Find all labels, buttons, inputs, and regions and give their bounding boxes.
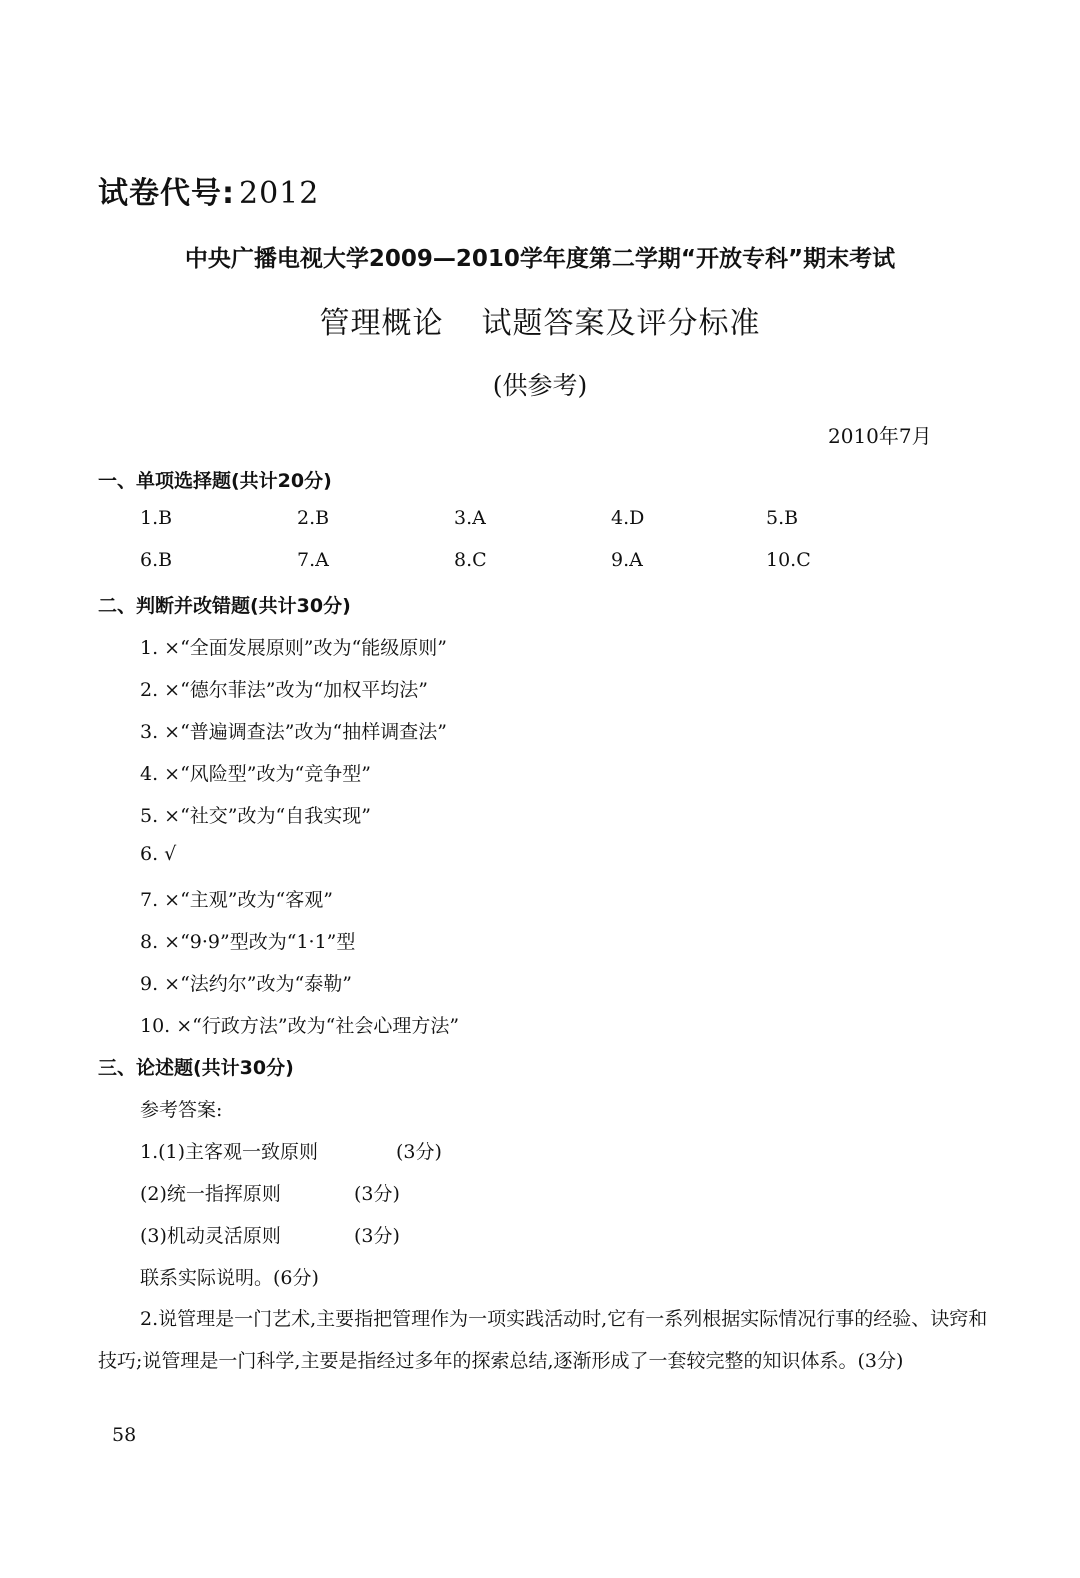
judgment-item: 10. ×“行政方法”改为“社会心理方法” bbox=[140, 1015, 460, 1037]
essay-answer-paragraph: 2.说管理是一门艺术,主要指把管理作为一项实践活动时,它有一系列根据实际情况行事的经验、诀窍和技巧;说管理是一门科学,主要是指经过多年的探索总结,逐渐形成了一套较完整的知识体系。(3分) bbox=[98, 1308, 988, 1372]
essay-point-score: (3分) bbox=[396, 1141, 442, 1163]
essay-point-text: 1.(1)主客观一致原则 bbox=[140, 1141, 319, 1163]
judgment-item: 8. ×“9·9”型改为“1·1”型 bbox=[140, 931, 356, 953]
exam-date: 2010年7月 bbox=[828, 424, 932, 448]
section-2-heading: 二、判断并改错题(共计30分) bbox=[98, 595, 351, 617]
mc-answer: 6.B bbox=[140, 549, 173, 571]
judgment-item: 4. ×“风险型”改为“竞争型” bbox=[140, 763, 371, 785]
mc-answer: 3.A bbox=[454, 507, 486, 529]
essay-practice-note: 联系实际说明。(6分) bbox=[140, 1267, 319, 1289]
reference-note: (供参考) bbox=[492, 371, 588, 400]
page-number: 58 bbox=[112, 1424, 137, 1446]
section-3-heading: 三、论述题(共计30分) bbox=[98, 1057, 294, 1079]
mc-answer: 10.C bbox=[766, 549, 811, 571]
mc-answer: 7.A bbox=[297, 549, 329, 571]
judgment-item: 5. ×“社交”改为“自我实现” bbox=[140, 805, 371, 827]
mc-answer: 8.C bbox=[454, 549, 487, 571]
paper-code bbox=[98, 168, 319, 212]
judgment-item: 2. ×“德尔菲法”改为“加权平均法” bbox=[140, 679, 428, 701]
mc-answer: 2.B bbox=[297, 507, 330, 529]
exam-title: 中央广播电视大学2009—2010学年度第二学期“开放专科”期末考试 bbox=[184, 246, 896, 272]
section-1-heading: 一、单项选择题(共计20分) bbox=[98, 470, 332, 492]
document-title bbox=[0, 298, 1080, 342]
judgment-item: 9. ×“法约尔”改为“泰勒” bbox=[140, 973, 352, 995]
mc-answer: 1.B bbox=[140, 507, 173, 529]
essay-point-text: (2)统一指挥原则 bbox=[140, 1183, 281, 1205]
judgment-item: 1. ×“全面发展原则”改为“能级原则” bbox=[140, 637, 447, 659]
essay-point-text: (3)机动灵活原则 bbox=[140, 1225, 281, 1247]
judgment-item: 6. √ bbox=[140, 843, 177, 865]
mc-answer: 4.D bbox=[611, 507, 645, 529]
judgment-item: 7. ×“主观”改为“客观” bbox=[140, 889, 333, 911]
paper-code-number: 2012 bbox=[239, 176, 320, 211]
essay-point-score: (3分) bbox=[354, 1225, 400, 1247]
subject-name: 管理概论 bbox=[319, 306, 444, 341]
paper-code-label: 试卷代号: bbox=[98, 176, 235, 211]
mc-answer: 9.A bbox=[611, 549, 643, 571]
mc-answer: 5.B bbox=[766, 507, 799, 529]
document-subtitle: 试题答案及评分标准 bbox=[481, 306, 761, 341]
reference-answer-label: 参考答案: bbox=[140, 1099, 223, 1121]
essay-point-score: (3分) bbox=[354, 1183, 400, 1205]
judgment-item: 3. ×“普遍调查法”改为“抽样调查法” bbox=[140, 721, 447, 743]
